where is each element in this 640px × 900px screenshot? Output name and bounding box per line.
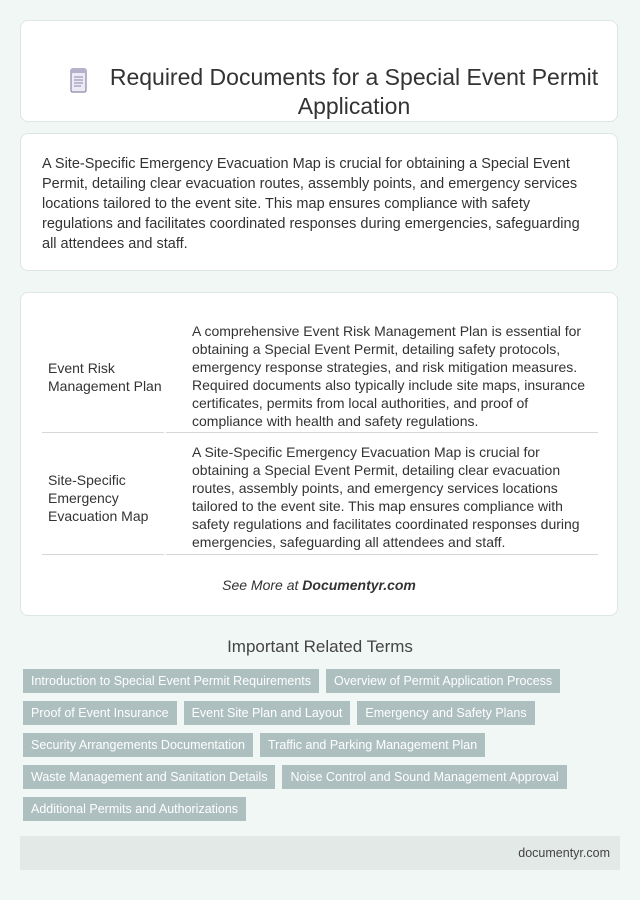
table-row [42,321,598,433]
related-term-tag[interactable]: Additional Permits and Authorizations [23,797,246,821]
related-terms-heading: Important Related Terms [227,637,413,656]
see-more-prefix: See More at [222,577,303,593]
footer [20,836,620,870]
related-terms-list [23,669,619,829]
table-row [42,434,598,555]
related-term-tag[interactable]: Waste Management and Sanitation Details [23,765,275,789]
related-term-tag[interactable]: Noise Control and Sound Management Approval [282,765,566,789]
see-more-link[interactable]: Documentyr.com [302,577,416,593]
related-term-tag[interactable]: Security Arrangements Documentation [23,733,253,757]
title-card [20,20,618,122]
row-definition: A Site-Specific Emergency Evacuation Map is crucial for obtaining a Special Event Permit, detailing clear evacuation routes, assembly points, and emergency services locations tailored to the event site. This map ensures compliance with safety regulations and facilitates coordinated responses during emergencies, safeguarding all attendees and staff. [166,434,598,555]
row-term: Event Risk Management Plan [42,321,164,433]
related-term-tag[interactable]: Event Site Plan and Layout [184,701,351,725]
related-term-tag[interactable]: Overview of Permit Application Process [326,669,560,693]
intro-card [20,133,618,271]
documents-table [20,292,618,616]
related-term-tag[interactable]: Proof of Event Insurance [23,701,177,725]
document-icon [68,68,90,94]
row-term: Site-Specific Emergency Evacuation Map [42,434,164,555]
intro-text: A Site-Specific Emergency Evacuation Map is crucial for obtaining a Special Event Permit, detailing clear evacuation routes, assembly points, and emergency services locations tailored to the event site. This map ensures compliance with safety regulations and facilitates coordinated responses during emergencies, safeguarding all attendees and staff. [42,156,580,252]
related-term-tag[interactable]: Traffic and Parking Management Plan [260,733,485,757]
see-more [21,577,617,593]
footer-site-link[interactable]: documentyr.com [518,846,610,860]
related-term-tag[interactable]: Introduction to Special Event Permit Requirements [23,669,319,693]
page-title: Required Documents for a Special Event Permit Application [109,64,599,119]
row-definition: A comprehensive Event Risk Management Plan is essential for obtaining a Special Event Permit, detailing safety protocols, emergency response strategies, and risk mitigation measures. Required documents also typically include site maps, insurance certificates, permits from local authorities, and proof of compliance with health and safety regulations. [166,321,598,433]
related-term-tag[interactable]: Emergency and Safety Plans [357,701,534,725]
